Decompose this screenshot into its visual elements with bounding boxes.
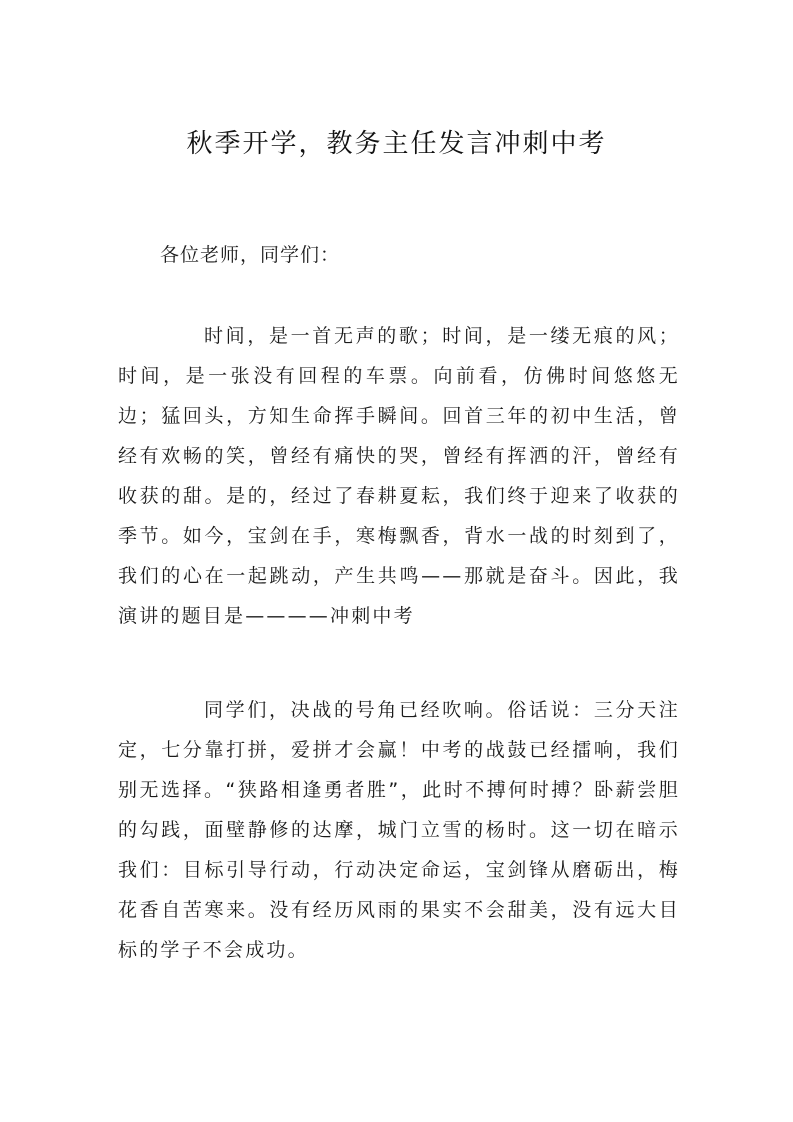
paragraph-2: 同学们，决战的号角已经吹响。俗话说：三分天注定，七分靠打拼，爱拼才会赢！中考的战鼓已经擂响，我们别无选择。“狭路相逢勇者胜”，此时不搏何时搏？卧薪尝胆的勾践，面壁静修的达摩，城门立雪的杨时。这一切在暗示我们：目标引导行动，行动决定命运，宝剑锋从磨砺出，梅花香自苦寒来。没有经历风雨的果实不会甜美，没有远大目标的学子不会成功。 [118,699,680,961]
salutation: 各位老师，同学们： [160,244,341,266]
document-title: 秋季开学，教务主任发言冲刺中考 [186,129,607,159]
paragraph-1: 时间，是一首无声的歌；时间，是一缕无痕的风；时间，是一张没有回程的车票。向前看，仿佛时间悠悠无边；猛回头，方知生命挥手瞬间。回首三年的初中生活，曾经有欢畅的笑，曾经有痛快的哭，曾经有挥洒的汗，曾经有收获的甜。是的，经过了春耕夏耘，我们终于迎来了收获的季节。如今，宝剑在手，寒梅飘香，背水一战的时刻到了，我们的心在一起跳动，产生共鸣——那就是奋斗。因此，我演讲的题目是————冲刺中考 [118,325,680,627]
